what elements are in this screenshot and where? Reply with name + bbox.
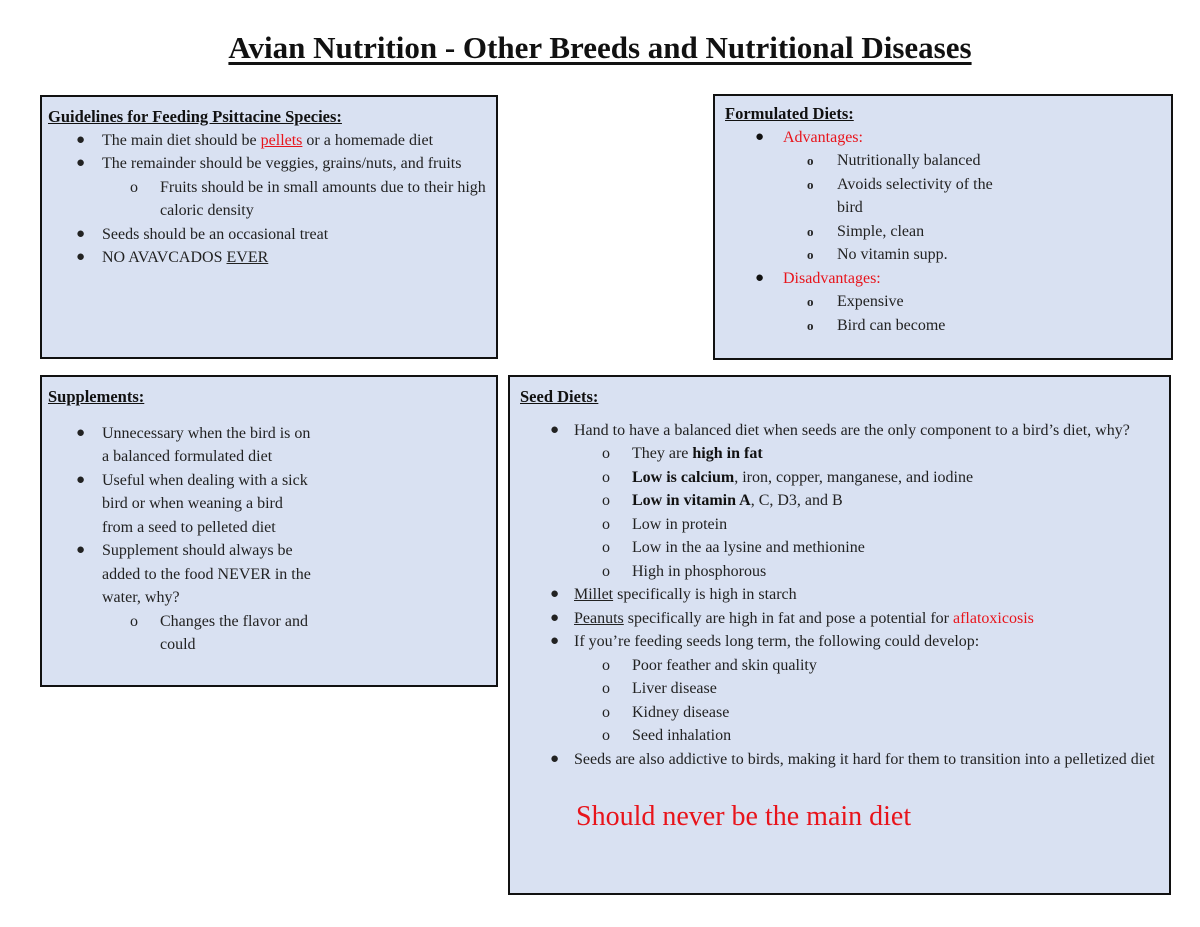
sub-item-text: Bird can become: [837, 316, 946, 334]
circle-bullet-icon: o: [602, 515, 610, 533]
bold-text: Low is calcium: [632, 468, 735, 486]
square-bullet-icon: o: [807, 223, 814, 239]
list-item-text: Seeds are also addictive to birds, making it hard for them to transition into a pelletized diet: [574, 750, 1155, 768]
sub-item-text: Fruits should be in small amounts due to their high caloric density: [160, 178, 486, 219]
list-item: [48, 129, 490, 153]
circle-bullet-icon: o: [130, 612, 138, 630]
peanuts-text: Peanuts: [574, 609, 624, 627]
list-item-text: Supplement should always be added to the food NEVER in the water, why?: [102, 542, 311, 606]
sub-item-text: High in phosphorous: [632, 562, 767, 580]
list-item: [48, 152, 490, 176]
seed-list: [520, 419, 1159, 772]
formulated-heading: Formulated Diets:: [725, 104, 854, 123]
bullet-icon: ●: [76, 471, 86, 488]
sub-item-text: , iron, copper, manganese, and iodine: [734, 468, 974, 486]
sub-item-text: Poor feather and skin quality: [632, 656, 817, 674]
list-item-text: The main diet should be: [102, 131, 261, 149]
list-item-text: Hand to have a balanced diet when seeds are the only component to a bird’s diet, why?: [574, 421, 1130, 439]
sub-item-text: Nutritionally balanced: [837, 152, 981, 169]
list-item-text: Unnecessary when the bird is on a balanced formulated diet: [102, 424, 311, 465]
list-item: [520, 607, 1159, 631]
list-item: [520, 583, 1159, 607]
list-item: [48, 469, 312, 540]
sub-item-text: No vitamin supp.: [837, 246, 948, 263]
bullet-icon: ●: [550, 609, 560, 626]
list-item: [48, 223, 490, 247]
aflatoxicosis-text: aflatoxicosis: [953, 609, 1034, 627]
bullet-icon: ●: [550, 750, 560, 767]
list-item: [520, 748, 1159, 772]
advantages-item: [725, 126, 1161, 150]
list-item-text: If you’re feeding seeds long term, the following could develop:: [574, 633, 980, 650]
sub-list-item: [520, 677, 1159, 701]
bullet-icon: ●: [550, 421, 560, 438]
sub-list-item: [520, 513, 1159, 537]
list-item: [520, 630, 1159, 654]
sub-list-item: [725, 243, 997, 267]
bullet-icon: ●: [76, 542, 86, 558]
sub-item-text: Expensive: [837, 293, 904, 310]
bullet-icon: ●: [550, 633, 560, 649]
disadvantages-item: [725, 267, 1161, 291]
bullet-icon: ●: [755, 269, 765, 286]
list-item-text: or a homemade diet: [302, 131, 434, 149]
sub-item-text: Seed inhalation: [632, 727, 732, 744]
sub-list-item: [725, 314, 997, 338]
list-item-text: specifically are high in fat and pose a potential for: [623, 609, 953, 627]
supplements-box: [40, 375, 498, 687]
disadvantages-label: Disadvantages:: [783, 269, 881, 287]
sub-item-text: Low in the aa lysine and methionine: [632, 539, 865, 556]
circle-bullet-icon: o: [602, 539, 610, 556]
sub-list-item: [520, 560, 1159, 584]
list-item-text: NO AVAVCADOS: [102, 249, 227, 266]
circle-bullet-icon: o: [602, 703, 610, 721]
circle-bullet-icon: o: [602, 680, 610, 697]
circle-bullet-icon: o: [602, 492, 610, 509]
closing-statement: Should never be the main diet: [576, 801, 912, 832]
circle-bullet-icon: o: [602, 656, 610, 674]
supplements-list: [48, 422, 490, 657]
sub-list-item: [725, 173, 997, 220]
page-title: Avian Nutrition - Other Breeds and Nutritional Diseases: [228, 30, 972, 65]
bullet-icon: ●: [76, 131, 86, 148]
supplements-heading: Supplements:: [48, 387, 145, 406]
list-item-text: The remainder should be veggies, grains/nuts, and fruits: [102, 155, 462, 172]
guidelines-list: [48, 129, 490, 270]
ever-text: EVER: [226, 249, 269, 266]
sub-item-text: , C, D3, and B: [750, 492, 843, 509]
list-item-text: Useful when dealing with a sick bird or when weaning a bird from a seed to pelleted diet: [102, 471, 308, 536]
sub-list-item: [520, 654, 1159, 678]
circle-bullet-icon: o: [130, 178, 138, 196]
circle-bullet-icon: o: [602, 468, 610, 486]
guidelines-box: [40, 95, 498, 359]
square-bullet-icon: o: [807, 176, 814, 192]
list-item-text: specifically is high in starch: [613, 586, 797, 603]
list-item: [520, 419, 1159, 443]
formulated-diets-box: [713, 94, 1173, 360]
sub-item-text: Kidney disease: [632, 703, 730, 721]
seed-heading: Seed Diets:: [520, 387, 599, 406]
list-item: [48, 422, 312, 469]
sub-item-text: Low in protein: [632, 515, 728, 533]
circle-bullet-icon: o: [602, 562, 610, 580]
square-bullet-icon: o: [807, 317, 814, 333]
advantages-label: Advantages:: [783, 128, 863, 146]
pellets-text: pellets: [260, 131, 303, 149]
sub-list-item: [520, 701, 1159, 725]
sub-list-item: [520, 466, 1159, 490]
formulated-list: [725, 126, 1161, 338]
square-bullet-icon: o: [807, 294, 814, 309]
bullet-icon: ●: [76, 424, 86, 441]
list-item-text: Seeds should be an occasional treat: [102, 225, 329, 243]
sub-item-text: Changes the flavor and could: [160, 612, 308, 653]
sub-list-item: [725, 149, 997, 173]
sub-list-item: [48, 176, 490, 223]
bullet-icon: ●: [755, 128, 765, 145]
guidelines-heading: Guidelines for Feeding Psittacine Species:: [48, 107, 342, 126]
bullet-icon: ●: [550, 586, 560, 602]
sub-list-item: [520, 489, 1159, 513]
sub-item-text: They are: [632, 445, 693, 462]
sub-list-item: [520, 536, 1159, 560]
sub-item-text: Avoids selectivity of the bird: [837, 175, 993, 216]
seed-diets-box: [508, 375, 1171, 895]
circle-bullet-icon: o: [602, 445, 610, 462]
millet-text: Millet: [574, 586, 614, 603]
bullet-icon: ●: [76, 225, 86, 242]
sub-list-item: [520, 724, 1159, 748]
sub-list-item: [48, 610, 310, 657]
sub-list-item: [520, 442, 1159, 466]
bold-text: Low in vitamin A: [632, 492, 751, 509]
sub-list-item: [725, 290, 997, 314]
square-bullet-icon: o: [807, 153, 814, 168]
sub-list-item: [725, 220, 997, 244]
sub-item-text: Liver disease: [632, 680, 717, 697]
bullet-icon: ●: [76, 249, 86, 265]
bold-text: high in fat: [692, 445, 763, 462]
list-item: [48, 539, 312, 610]
square-bullet-icon: o: [807, 247, 814, 262]
bullet-icon: ●: [76, 155, 86, 171]
circle-bullet-icon: o: [602, 727, 610, 744]
list-item: [48, 246, 490, 270]
sub-item-text: Simple, clean: [837, 222, 925, 240]
